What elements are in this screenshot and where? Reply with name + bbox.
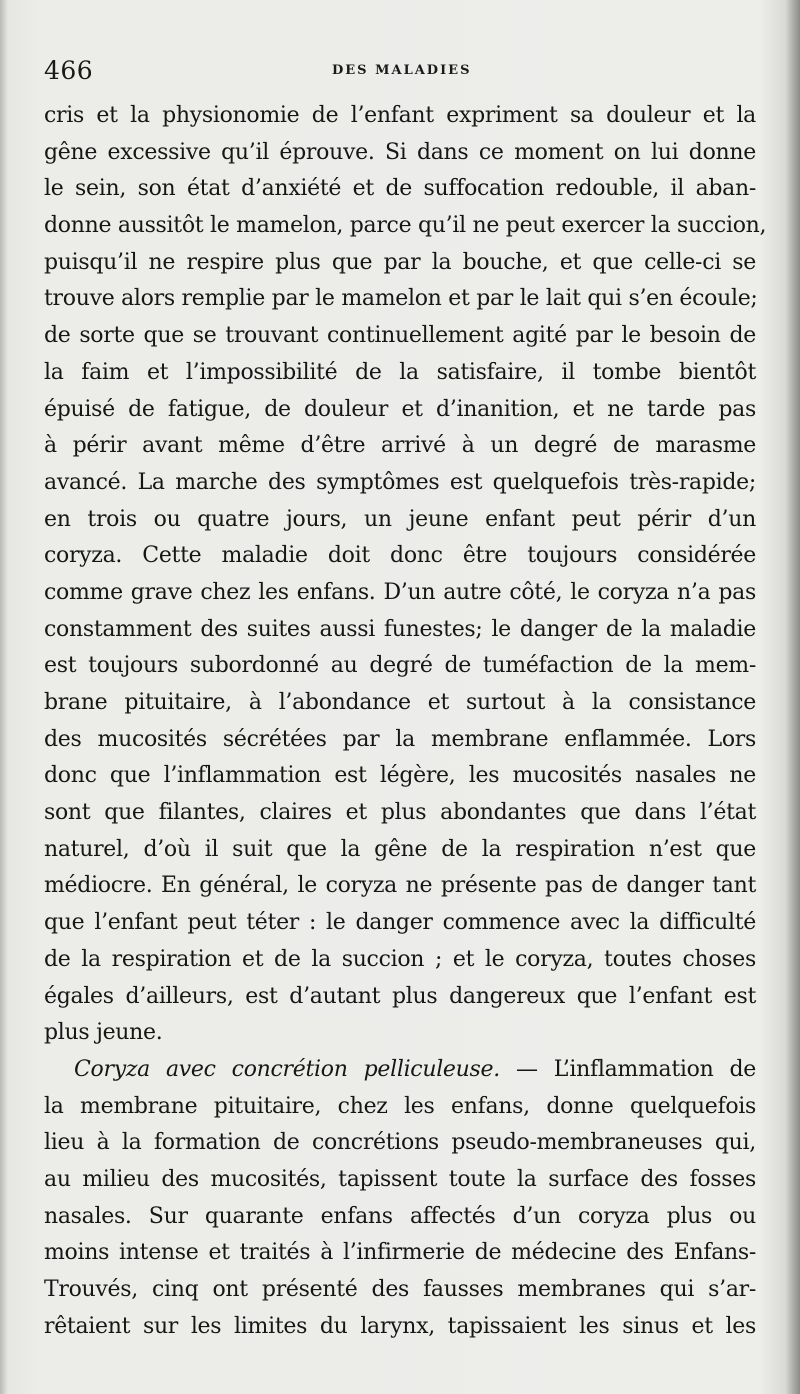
- text-line: au milieu des mucosités, tapissent toute la surface des fosses: [44, 1166, 756, 1192]
- text-line: brane pituitaire, à l’abondance et surtout à la consistance: [44, 690, 756, 715]
- text-line: à périr avant même d’être arrivé à un degré de marasme: [44, 433, 756, 459]
- text-line: avancé. La marche des symptômes est quelquefois très-rapide;: [44, 469, 756, 495]
- body-text: [44, 98, 767, 1345]
- text-line: que l’enfant peut téter : le danger commence avec la difficulté: [44, 910, 756, 936]
- text-line: gêne excessive qu’il éprouve. Si dans ce moment on lui donne: [44, 139, 756, 165]
- page-number: 466: [44, 56, 94, 85]
- text-line: la membrane pituitaire, chez les enfans, donne quelquefois: [44, 1093, 756, 1119]
- text-line: le sein, son état d’anxiété et de suffocation redouble, il aban-: [44, 176, 756, 202]
- running-title: DES MALADIES: [332, 63, 472, 78]
- text-line: des mucosités sécrétées par la membrane enflammée. Lors: [44, 726, 756, 752]
- section-heading: Coryza avec concrétion pelliculeuse.: [74, 1056, 500, 1082]
- text-line: nasales. Sur quarante enfans affectés d’un coryza plus ou: [44, 1203, 756, 1229]
- text-line: épuisé de fatigue, de douleur et d’inanition, et ne tarde pas: [44, 396, 756, 422]
- text-line: est toujours subordonné au degré de tuméfaction de la mem-: [44, 653, 756, 679]
- text-line: Trouvés, cinq ont présenté des fausses membranes qui s’ar-: [44, 1277, 756, 1302]
- text-line: comme grave chez les enfans. D’un autre côté, le coryza n’a pas: [44, 579, 756, 605]
- text-line: la faim et l’impossibilité de la satisfaire, il tombe bientôt: [44, 359, 756, 385]
- text-line: lieu à la formation de concrétions pseudo-membraneuses qui,: [44, 1130, 756, 1156]
- text-line: puisqu’il ne respire plus que par la bouche, et que celle-ci se: [44, 249, 756, 275]
- section-first-line-text: — L’inflammation de: [499, 1056, 756, 1082]
- text-line: sont que filantes, claires et plus abondantes que dans l’état: [44, 800, 756, 826]
- text-line: moins intense et traités à l’infirmerie de médecine des Enfans-: [44, 1240, 756, 1266]
- page-header: [44, 54, 756, 94]
- text-line: constamment des suites aussi funestes; le danger de la maladie: [44, 616, 756, 642]
- text-line: en trois ou quatre jours, un jeune enfant peut périr d’un: [44, 506, 756, 532]
- text-line: de sorte que se trouvant continuellement agité par le besoin de: [44, 323, 756, 349]
- text-line: naturel, d’où il suit que la gêne de la respiration n’est que: [44, 836, 756, 862]
- text-line: donc que l’inflammation est légère, les mucosités nasales ne: [44, 763, 756, 789]
- section-first-line: [44, 1052, 756, 1089]
- text-line: de la respiration et de la succion ; et le coryza, toutes choses: [44, 946, 756, 972]
- text-line: trouve alors remplie par le mamelon et par le lait qui s’en écoule;: [44, 286, 758, 312]
- text-line: donne aussitôt le mamelon, parce qu’il ne peut exercer la succion,: [44, 213, 767, 239]
- text-line: rêtaient sur les limites du larynx, tapissaient les sinus et les: [44, 1313, 756, 1339]
- text-line: égales d’ailleurs, est d’autant plus dangereux que l’enfant est: [44, 983, 756, 1009]
- paragraph-last-line: plus jeune.: [44, 1020, 163, 1046]
- text-line: coryza. Cette maladie doit donc être toujours considérée: [44, 543, 756, 569]
- text-line: médiocre. En général, le coryza ne présente pas de danger tant: [44, 873, 756, 899]
- text-line: cris et la physionomie de l’enfant expriment sa douleur et la: [44, 103, 756, 128]
